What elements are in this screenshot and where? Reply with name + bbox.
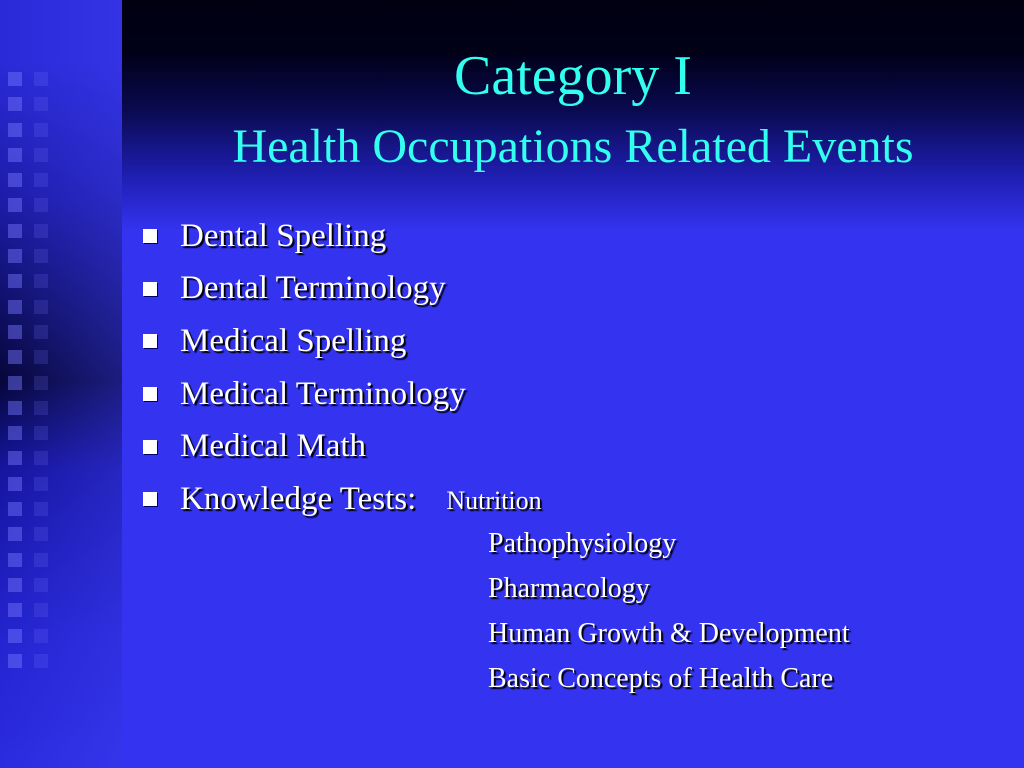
bullet-text: Medical Terminology: [180, 375, 466, 412]
knowledge-test-item: Basic Concepts of Health Care: [488, 662, 834, 694]
bullet-text: Medical Spelling: [180, 322, 407, 359]
list-item: [140, 473, 542, 526]
decorative-squares-column-faint: [34, 72, 56, 679]
square-bullet-icon: [143, 387, 157, 401]
bullet-text: Medical Math: [180, 428, 367, 465]
knowledge-test-item: Human Growth & Development: [488, 617, 850, 649]
bullet-text: Knowledge Tests:: [180, 480, 417, 517]
decorative-squares-column: [8, 72, 30, 679]
bullet-list: [140, 210, 542, 526]
square-bullet-icon: [143, 334, 157, 348]
list-item: [140, 210, 542, 263]
square-bullet-icon: [143, 440, 157, 454]
knowledge-test-item: Pathophysiology: [488, 527, 677, 559]
bullet-text: Dental Terminology: [180, 270, 446, 307]
slide-subtitle: Health Occupations Related Events: [232, 120, 914, 173]
list-item: [140, 368, 542, 421]
square-bullet-icon: [143, 229, 157, 243]
knowledge-test-item: Nutrition: [446, 486, 542, 516]
list-item: [140, 315, 542, 368]
top-dark-band: [122, 0, 1024, 230]
square-bullet-icon: [143, 492, 157, 506]
square-bullet-icon: [143, 282, 157, 296]
list-item: [140, 263, 542, 316]
slide-title: Category I: [454, 45, 692, 107]
knowledge-tests-list: [488, 521, 850, 701]
knowledge-test-item: Pharmacology: [488, 572, 650, 604]
list-item: [140, 420, 542, 473]
bullet-text: Dental Spelling: [180, 217, 387, 254]
